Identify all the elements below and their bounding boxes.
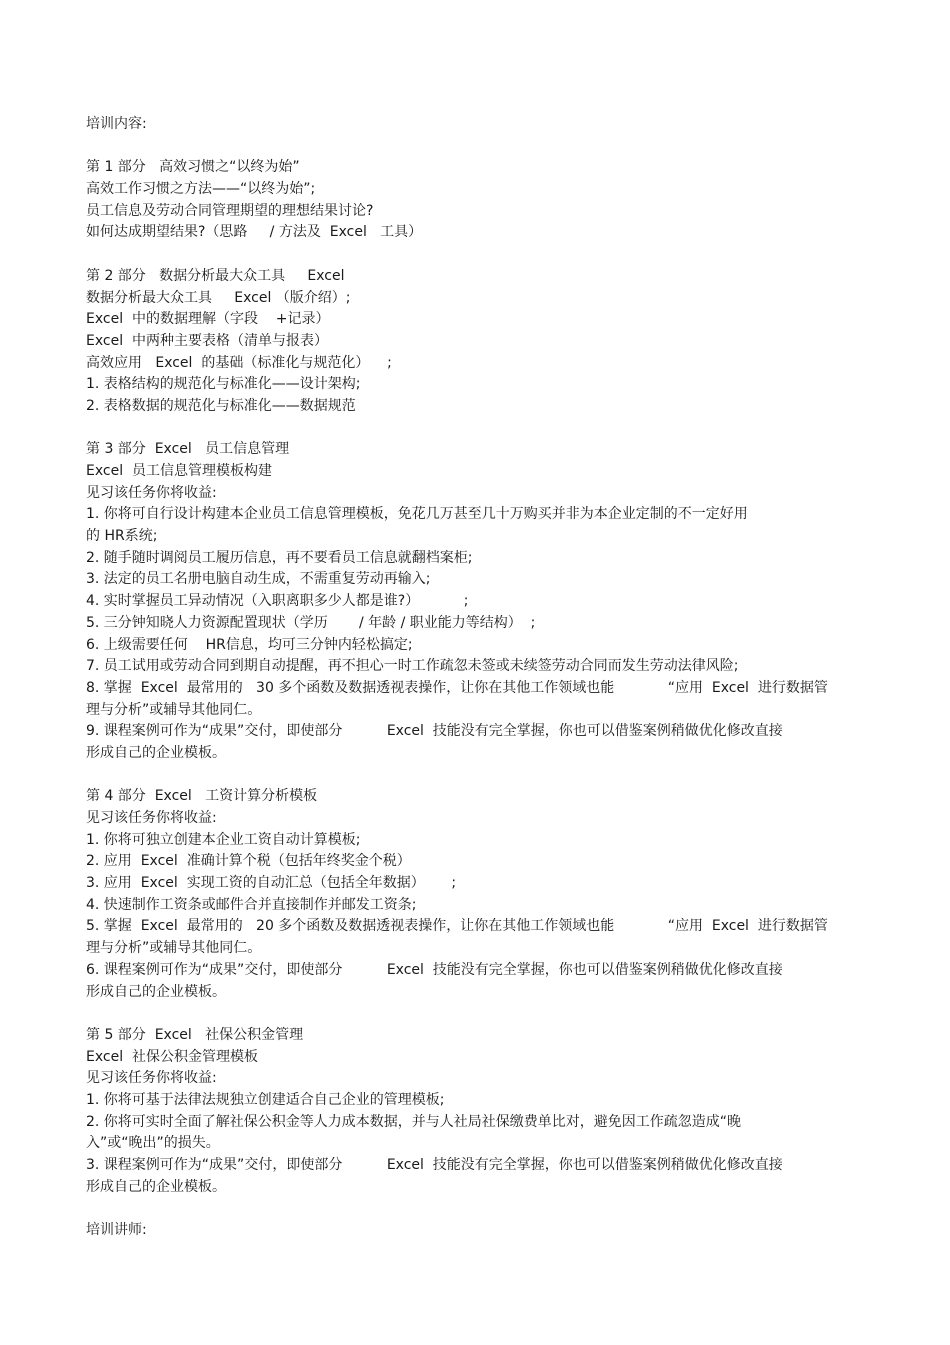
section-line: 6. 上级需要任何 HR信息，均可三分钟内轻松搞定; (86, 636, 413, 653)
section-line: 5. 掌握 Excel 最常用的 20 多个函数及数据透视表操作，让你在其他工作领域也能 “应用 Excel 进行数据管 (86, 918, 828, 935)
section-line: 2. 应用 Excel 准确计算个税（包括年终奖金个税） (86, 853, 411, 870)
section-title: 第 5 部分 Excel 社保公积金管理 (86, 1026, 304, 1043)
intro-heading: 培训内容: (86, 116, 147, 132)
section-line: 1. 你将可自行设计构建本企业员工信息管理模板，免花几万甚至几十万购买并非为本企业定制的不一定好用 (86, 506, 748, 523)
section-line: 高效工作习惯之方法——“以终为始”; (86, 181, 316, 198)
section-line: 形成自己的企业模板。 (86, 744, 226, 761)
section-line: 9. 课程案例可作为“成果”交付，即使部分 Excel 技能没有完全掌握，你也可以借鉴案例稍做优化修改直接 (86, 723, 783, 740)
section-line: Excel 中两种主要表格（清单与报表） (86, 332, 328, 349)
section-line: Excel 社保公积金管理模板 (86, 1048, 258, 1065)
course-sections (86, 157, 886, 1220)
section-4 (86, 786, 886, 1025)
trainer-heading: 培训讲师: (86, 1222, 147, 1239)
section-2 (86, 266, 886, 440)
section-line: 入”或“晚出”的损失。 (86, 1135, 220, 1152)
spacer (86, 1198, 886, 1220)
section-line: 2. 表格数据的规范化与标准化——数据规范 (86, 397, 356, 414)
section-line: 4. 快速制作工资条或邮件合并直接制作并邮发工资条; (86, 896, 417, 913)
section-line: 数据分析最大众工具 Excel （版介绍）; (86, 289, 351, 306)
section-3 (86, 439, 886, 786)
section-line: 4. 实时掌握员工异动情况（入职离职多少人都是谁?） ; (86, 593, 469, 610)
section-5 (86, 1025, 886, 1220)
section-title: 第 3 部分 Excel 员工信息管理 (86, 441, 290, 458)
section-line: 3. 应用 Excel 实现工资的自动汇总（包括全年数据） ; (86, 875, 457, 892)
section-line: 员工信息及劳动合同管理期望的理想结果讨论? (86, 202, 374, 219)
section-line: Excel 员工信息管理模板构建 (86, 463, 272, 479)
section-line: 见习该任务你将收益: (86, 484, 217, 501)
section-line: 理与分析”或辅导其他同仁。 (86, 701, 262, 718)
section-line: 2. 随手随时调阅员工履历信息，再不要看员工信息就翻档案柜; (86, 549, 473, 566)
section-line: 1. 你将可独立创建本企业工资自动计算模板; (86, 831, 361, 848)
spacer (86, 136, 886, 158)
section-line: 形成自己的企业模板。 (86, 1178, 226, 1195)
section-title: 第 4 部分 Excel 工资计算分析模板 (86, 788, 318, 805)
section-line: 3. 法定的员工名册电脑自动生成，不需重复劳动再输入; (86, 571, 431, 588)
section-line: 见习该任务你将收益: (86, 1070, 217, 1087)
section-line: 理与分析”或辅导其他同仁。 (86, 940, 262, 957)
section-line: 形成自己的企业模板。 (86, 983, 226, 1000)
section-title: 第 1 部分 高效习惯之“以终为始” (86, 159, 300, 176)
section-line: 8. 掌握 Excel 最常用的 30 多个函数及数据透视表操作，让你在其他工作领域也能 “应用 Excel 进行数据管 (86, 679, 828, 696)
section-line: 见习该任务你将收益: (86, 810, 217, 826)
section-line: 7. 员工试用或劳动合同到期自动提醒，再不担心一时工作疏忽未签或未续签劳动合同而发生劳动法律风险; (86, 658, 739, 675)
section-line: 2. 你将可实时全面了解社保公积金等人力成本数据，并与人社局社保缴费单比对，避免因工作疏忽造成“晚 (86, 1113, 742, 1130)
spacer (86, 765, 886, 787)
section-line: 1. 表格结构的规范化与标准化——设计架构; (86, 376, 361, 393)
section-line: 3. 课程案例可作为“成果”交付，即使部分 Excel 技能没有完全掌握，你也可以借鉴案例稍做优化修改直接 (86, 1157, 783, 1173)
section-line: 高效应用 Excel 的基础（标准化与规范化） ; (86, 354, 392, 371)
section-line: 6. 课程案例可作为“成果”交付，即使部分 Excel 技能没有完全掌握，你也可以借鉴案例稍做优化修改直接 (86, 961, 783, 978)
section-line: 5. 三分钟知晓人力资源配置现状（学历 / 年龄 / 职业能力等结构） ; (86, 614, 536, 631)
section-line: 的 HR系统; (86, 528, 158, 545)
section-line: 1. 你将可基于法律法规独立创建适合自己企业的管理模板; (86, 1091, 445, 1108)
spacer (86, 244, 886, 266)
section-line: Excel 中的数据理解（字段 +记录） (86, 311, 330, 328)
section-title: 第 2 部分 数据分析最大众工具 Excel (86, 267, 345, 284)
section-1 (86, 157, 886, 265)
spacer (86, 418, 886, 440)
section-line: 如何达成期望结果?（思路 / 方法及 Excel 工具） (86, 224, 423, 241)
document-body (86, 114, 886, 1242)
spacer (86, 1003, 886, 1025)
